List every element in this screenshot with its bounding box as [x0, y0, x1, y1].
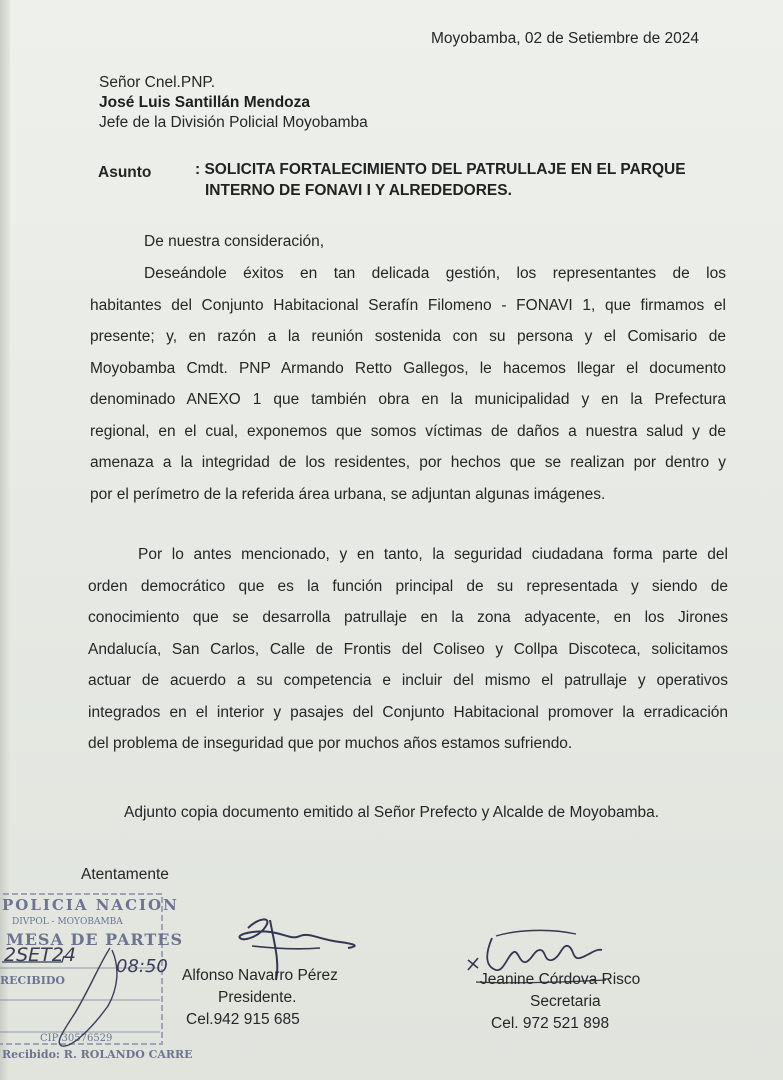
- stamp-line-1: POLICIA NACION: [2, 896, 179, 914]
- paragraph-2-line: conocimiento que se desarrolla patrullaje en la zona adyacente, en los Jirones: [88, 609, 728, 626]
- signatory-name: Jeanine Córdova Risco: [480, 971, 641, 988]
- paragraph-1-line: amenaza a la integridad de los residentes, por hechos que se realizan por dentro y: [90, 454, 726, 471]
- paragraph-1-line: habitantes del Conjunto Habitacional Serafín Filomeno - FONAVI 1, que firmamos el: [90, 296, 726, 314]
- stamp-handwritten-time: 08:50: [116, 956, 168, 977]
- subject-line-2: INTERNO DE FONAVI I Y ALREDEDORES.: [205, 182, 512, 199]
- stamp-line-2: DIVPOL - MOYOBAMBA: [12, 917, 123, 927]
- paragraph-1-line: por el perímetro de la referida área urbana, se adjuntan algunas imágenes.: [90, 485, 606, 503]
- signatory-role: Secretaria: [530, 993, 601, 1010]
- attachment-note: Adjunto copia documento emitido al Señor Prefecto y Alcalde de Moyobamba.: [124, 804, 660, 821]
- paragraph-2-line: del problema de inseguridad que por muchos años estamos sufriendo.: [88, 735, 573, 752]
- signatory-role: Presidente.: [218, 989, 297, 1006]
- signatory-name: Alfonso Navarro Pérez: [182, 967, 338, 984]
- subject-line-1: : SOLICITA FORTALECIMIENTO DEL PATRULLAJE EN EL PARQUE: [195, 161, 686, 178]
- stamp-line-5: CIP 30576529: [40, 1033, 113, 1044]
- closing: Atentamente: [81, 866, 169, 883]
- paragraph-1-line: denominado ANEXO 1 que también obra en la municipalidad y en la Prefectura: [90, 391, 726, 408]
- recipient-name: José Luis Santillán Mendoza: [99, 94, 311, 111]
- paragraph-2: [88, 539, 728, 760]
- paragraph-2-line: Por lo antes mencionado, y en tanto, la seguridad ciudadana forma parte del: [138, 546, 728, 563]
- signatory-secretary: [470, 970, 670, 1034]
- paragraph-2-line: integrados en el interior y pasajes del Conjunto Habitacional promover la erradicación: [88, 703, 728, 721]
- paragraph-1-line: presente; y, en razón a la reunión sostenida con su persona y el Comisario de: [90, 328, 726, 345]
- stamp-line-6: Recibido: R. ROLANDO CARRE: [2, 1048, 193, 1061]
- place-date: Moyobamba, 02 de Setiembre de 2024: [431, 30, 699, 47]
- paragraph-2-line: orden democrático que es la función principal de su representada y siendo de: [88, 577, 728, 595]
- paragraph-1-line: regional, en el cual, exponemos que somos víctimas de daños a nuestra salud y de: [90, 422, 726, 440]
- reception-stamp: [0, 888, 193, 1078]
- stamp-line-3: MESA DE PARTES: [6, 930, 184, 949]
- greeting: De nuestra consideración,: [144, 233, 325, 250]
- subject-label: Asunto: [98, 164, 152, 181]
- paragraph-2-line: Andalucía, San Carlos, Calle de Frontis del Coliseo y Collpa Discoteca, solicitamos: [88, 640, 728, 658]
- signatory-phone: Cel.942 915 685: [186, 1011, 300, 1028]
- stamp-handwritten-date: 2SET24: [4, 944, 76, 966]
- recipient-position: Jefe de la División Policial Moyobamba: [99, 114, 368, 131]
- paragraph-2-line: actuar de acuerdo a su competencia e incluir del mismo el patrullaje y operativos: [88, 672, 728, 689]
- paragraph-1-line: Deseándole éxitos en tan delicada gestión, los representantes de los: [144, 265, 726, 282]
- stamp-line-4: RECIBIDO: [0, 974, 65, 987]
- stamp-handwriting-strokes: [0, 888, 176, 1078]
- signatory-phone: Cel. 972 521 898: [491, 1015, 610, 1032]
- paragraph-1: [90, 258, 726, 510]
- signatory-president: [170, 966, 354, 1030]
- recipient-title: Señor Cnel.PNP.: [99, 74, 216, 91]
- paragraph-1-line: Moyobamba Cmdt. PNP Armando Retto Gallegos, le hacemos llegar el documento: [90, 359, 726, 377]
